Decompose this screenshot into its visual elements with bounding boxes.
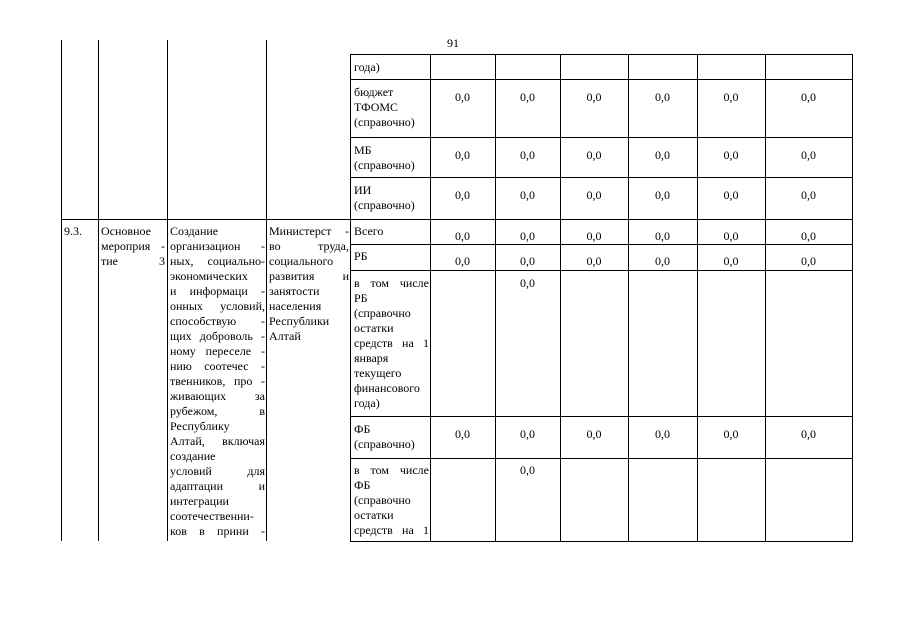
table-rule [350,54,351,541]
table-rule [98,40,99,541]
value-cell: 0,0 [586,90,602,104]
table-rule [350,270,853,271]
value-cell: 0,0 [723,90,739,104]
item-name: тие 3 [101,254,165,268]
item-description: рубежом, в [170,404,265,418]
source-cell: остатки [354,508,394,522]
item-description: создание [170,449,216,463]
source-cell: в том числе [354,276,429,290]
source-cell: (справочно) [354,158,415,172]
source-cell: финансового [354,381,420,395]
item-description: соотечественни- [170,509,254,523]
table-rule [61,219,351,220]
item-description: ков в прини - [170,524,265,538]
table-rule [350,244,853,245]
source-cell: (справочно) [354,437,415,451]
source-cell: января [354,351,389,365]
value-cell: 0,0 [801,229,816,243]
item-description: нию соотечес - [170,359,265,373]
value-cell: 0,0 [520,427,535,441]
value-cell: 0,0 [455,427,470,441]
table-rule [350,416,853,417]
item-executor: населения [269,299,322,313]
item-executor: Алтай [269,329,301,343]
item-executor: занятости [269,284,320,298]
value-cell: 0,0 [723,254,739,268]
source-cell: Всего [354,224,384,238]
value-cell: 0,0 [723,148,739,162]
value-cell: 0,0 [455,148,470,162]
item-description: живающих за [170,389,265,403]
item-description: адаптации и [170,479,265,493]
item-name: мероприя - [101,239,165,253]
value-cell: 0,0 [801,188,816,202]
source-cell: года) [354,60,380,74]
value-cell: 0,0 [586,427,602,441]
source-cell: текущего [354,366,402,380]
source-cell: средств на 1 [354,336,429,350]
table-rule [430,54,431,541]
table-rule [350,177,853,178]
value-cell: 0,0 [455,254,470,268]
item-description: Создание [170,224,219,238]
table-rule [350,458,853,459]
item-number: 9.3. [64,224,82,238]
page-number: 91 [447,36,459,50]
table-rule [350,541,853,542]
table-rule [697,54,698,541]
value-cell: 0,0 [655,427,670,441]
value-cell: 0,0 [586,254,602,268]
item-description: Алтай, включая [170,434,265,448]
item-description: экономических [170,269,248,283]
source-cell: ИИ [354,183,372,197]
value-cell: 0,0 [586,148,602,162]
source-cell: ФБ [354,478,371,492]
value-cell: 0,0 [520,254,535,268]
value-cell: 0,0 [455,90,470,104]
source-cell: (справочно) [354,198,415,212]
item-description: способствую - [170,314,265,328]
source-cell: МБ [354,143,372,157]
table-rule [350,54,853,55]
value-cell: 0,0 [801,427,816,441]
item-name: Основное [101,224,151,238]
item-executor: Министерст - [269,224,349,238]
item-executor: во труда, [269,239,349,253]
table-rule [628,54,629,541]
value-cell: 0,0 [520,463,535,477]
value-cell: 0,0 [586,188,602,202]
table-rule [61,40,62,541]
item-description: и информаци - [170,284,265,298]
item-description: ному переселе - [170,344,265,358]
table-rule [765,54,766,541]
item-executor: социального [269,254,334,268]
item-description: онных условий, [170,299,265,313]
source-cell: ФБ [354,422,371,436]
source-cell: (справочно [354,493,411,507]
table-rule [350,79,853,80]
source-cell: года) [354,396,380,410]
value-cell: 0,0 [723,229,739,243]
value-cell: 0,0 [723,427,739,441]
item-executor: развития и [269,269,349,283]
source-cell: бюджет [354,85,394,99]
table-rule [852,54,853,541]
table-rule [560,54,561,541]
value-cell: 0,0 [586,229,602,243]
table-rule [495,54,496,541]
item-description: ных, социально- [170,254,265,268]
value-cell: 0,0 [520,148,535,162]
value-cell: 0,0 [520,90,535,104]
item-description: Республику [170,419,230,433]
value-cell: 0,0 [801,254,816,268]
value-cell: 0,0 [801,90,816,104]
item-executor: Республики [269,314,330,328]
source-cell: (справочно) [354,115,415,129]
source-cell: средств на 1 [354,523,429,537]
item-description: твенников, про - [170,374,265,388]
source-cell: остатки [354,321,394,335]
value-cell: 0,0 [655,254,670,268]
item-description: организацион - [170,239,265,253]
source-cell: ТФОМС [354,100,399,114]
source-cell: в том числе [354,463,429,477]
value-cell: 0,0 [655,188,670,202]
value-cell: 0,0 [723,188,739,202]
value-cell: 0,0 [455,229,470,243]
source-cell: РБ [354,291,368,305]
item-description: условий для [170,464,265,478]
value-cell: 0,0 [455,188,470,202]
value-cell: 0,0 [520,188,535,202]
table-rule [350,137,853,138]
source-cell: (справочно [354,306,411,320]
item-description: интеграции [170,494,229,508]
value-cell: 0,0 [655,148,670,162]
table-rule [167,40,168,541]
value-cell: 0,0 [655,90,670,104]
table-rule [350,219,853,220]
source-cell: РБ [354,249,368,263]
value-cell: 0,0 [655,229,670,243]
item-description: щих доброволь - [170,329,265,343]
table-rule [266,40,267,541]
value-cell: 0,0 [520,229,535,243]
value-cell: 0,0 [520,276,535,290]
value-cell: 0,0 [801,148,816,162]
